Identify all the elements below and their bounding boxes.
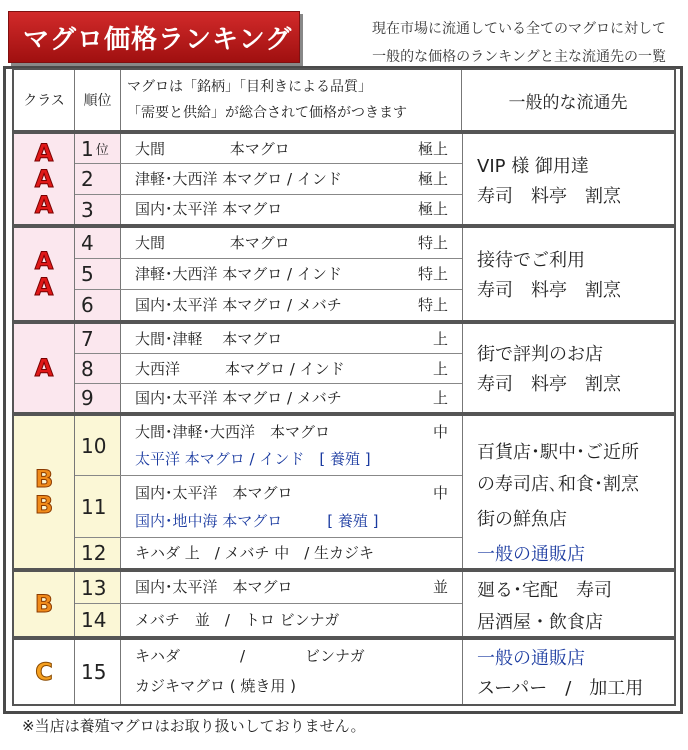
desc-cell: キハダ 上 / メバチ 中 / 生カジキ bbox=[121, 538, 462, 568]
destination-cell: 一般の通販店 スーパー / 加工用 bbox=[462, 640, 674, 704]
table-row bbox=[75, 228, 462, 259]
desc-cell: 大間 本マグロ 特上 bbox=[121, 228, 462, 258]
destination-cell: 接待でご利用 寿司 料亭 割烹 bbox=[462, 228, 674, 320]
desc-cell: 大西洋 本マグロ / インド 上 bbox=[121, 354, 462, 383]
desc-cell: 大間･津軽･大西洋 本マグロ 中 太平洋 本マグロ / インド [ 養殖 ] bbox=[121, 416, 462, 475]
rank-cell: 7 bbox=[75, 324, 121, 353]
desc-cell: 国内･太平洋 本マグロ 並 bbox=[121, 572, 462, 603]
class-bb bbox=[14, 416, 75, 568]
rank-cell: 3 bbox=[75, 195, 121, 224]
class-aa bbox=[14, 228, 75, 320]
table-row bbox=[75, 259, 462, 290]
rank-cell: 2 bbox=[75, 164, 121, 194]
class-badge: B bbox=[34, 590, 54, 618]
desc-cell: キハダ / ビンナガ カジキマグロ ( 焼き用 ) bbox=[121, 640, 462, 704]
class-b bbox=[14, 572, 75, 636]
table-row bbox=[75, 640, 462, 704]
desc-cell: 津軽･大西洋 本マグロ / インド 特上 bbox=[121, 259, 462, 289]
rank-cell: 11 bbox=[75, 476, 121, 537]
desc-cell: 国内･太平洋 本マグロ 極上 bbox=[121, 195, 462, 224]
group-aaa bbox=[12, 132, 676, 226]
header-destination: 一般的な流通先 bbox=[508, 92, 628, 113]
group-aa bbox=[12, 226, 676, 322]
subtitle-line-1: 現在市場に流通している全てのマグロに対して bbox=[372, 21, 666, 37]
group-bb bbox=[12, 414, 676, 570]
destination-cell: VIP 様 御用達 寿司 料亭 割烹 bbox=[462, 134, 674, 224]
header-class: クラス bbox=[14, 70, 75, 130]
table-row bbox=[75, 572, 462, 604]
desc-cell: 大間 本マグロ 極上 bbox=[121, 134, 462, 163]
rank-cell: 4 bbox=[75, 228, 121, 258]
table-row bbox=[75, 416, 462, 476]
rank-cell: 10 bbox=[75, 416, 121, 475]
desc-cell: 大間･津軽 本マグロ 上 bbox=[121, 324, 462, 353]
desc-cell: メバチ 並 / トロ ビンナガ bbox=[121, 604, 462, 636]
table-row bbox=[75, 195, 462, 224]
class-badge: B bbox=[34, 491, 54, 519]
desc-cell: 国内･太平洋 本マグロ 中 国内･地中海 本マグロ [ 養殖 ] bbox=[121, 476, 462, 537]
page-title: マグロ価格ランキング bbox=[23, 25, 293, 55]
rank-cell: 12 bbox=[75, 538, 121, 568]
table-row bbox=[75, 538, 462, 568]
class-badge: A bbox=[34, 273, 54, 301]
table-row bbox=[75, 164, 462, 195]
rank-cell: 5 bbox=[75, 259, 121, 289]
rank-cell: 15 bbox=[75, 640, 121, 704]
table-row bbox=[75, 324, 462, 354]
table-header bbox=[12, 68, 676, 132]
header-desc-line-1: マグロは「銘柄」「目利きによる品質」 bbox=[127, 79, 372, 95]
group-b bbox=[12, 570, 676, 638]
desc-cell: 津軽･大西洋 本マグロ / インド 極上 bbox=[121, 164, 462, 194]
desc-cell: 国内･太平洋 本マグロ / メバチ 上 bbox=[121, 384, 462, 412]
class-badge: C bbox=[35, 658, 53, 686]
class-badge: A bbox=[34, 191, 54, 219]
class-badge: A bbox=[34, 247, 54, 275]
class-badge: A bbox=[34, 165, 54, 193]
group-a bbox=[12, 322, 676, 414]
class-badge: A bbox=[34, 354, 54, 382]
class-c bbox=[14, 640, 75, 704]
class-aaa bbox=[14, 134, 75, 224]
destination-cell: 街で評判のお店 寿司 料亭 割烹 bbox=[462, 324, 674, 412]
rank-cell: 6 bbox=[75, 290, 121, 320]
class-badge: B bbox=[34, 465, 54, 493]
class-badge: A bbox=[34, 139, 54, 167]
desc-cell: 国内･太平洋 本マグロ / メバチ 特上 bbox=[121, 290, 462, 320]
table-row bbox=[75, 134, 462, 164]
rank-cell: 1 位 bbox=[75, 134, 121, 163]
class-a bbox=[14, 324, 75, 412]
rank-cell: 13 bbox=[75, 572, 121, 603]
rank-cell: 9 bbox=[75, 384, 121, 412]
destination-cell: 百貨店･駅中･ご近所 の寿司店､和食･割烹 街の鮮魚店 一般の通販店 bbox=[462, 416, 674, 568]
rank-cell: 8 bbox=[75, 354, 121, 383]
header-desc-line-2: 「需要と供給」が総合されて価格がつきます bbox=[127, 105, 407, 121]
destination-cell: 廻る･宅配 寿司 居酒屋・飲食店 bbox=[462, 572, 674, 636]
rank-cell: 14 bbox=[75, 604, 121, 636]
header-rank: 順位 bbox=[75, 70, 121, 130]
table-row bbox=[75, 290, 462, 320]
table-row bbox=[75, 476, 462, 538]
table-row bbox=[75, 384, 462, 412]
footer-note: ※当店は養殖マグロはお取り扱いしておりません。 bbox=[22, 717, 366, 735]
title-banner bbox=[8, 11, 300, 63]
group-c bbox=[12, 638, 676, 706]
header-description bbox=[121, 70, 462, 130]
table-row bbox=[75, 604, 462, 636]
table-row bbox=[75, 354, 462, 384]
subtitle-line-2: 一般的な価格のランキングと主な流通先の一覧 bbox=[372, 49, 666, 65]
